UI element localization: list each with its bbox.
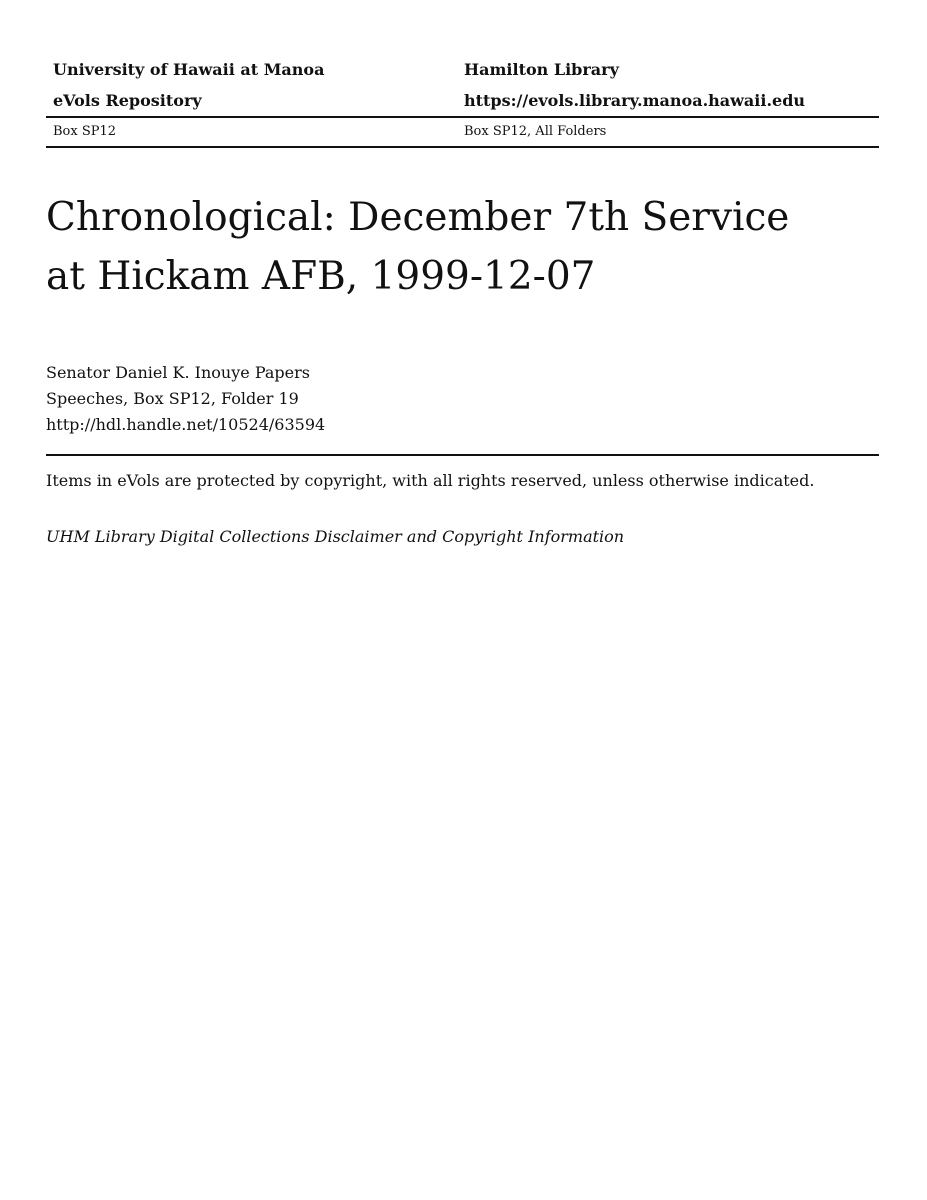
document-metadata (46, 360, 325, 438)
header-row-repository (46, 85, 879, 116)
folder-location: Speeches, Box SP12, Folder 19 (46, 389, 299, 408)
box-folders-label: Box SP12, All Folders (464, 124, 607, 139)
collection-name: Senator Daniel K. Inouye Papers (46, 363, 310, 382)
document-title (46, 188, 879, 306)
copyright-statement: Items in eVols are protected by copyright, with all rights reserved, unless otherwise indicated. (46, 471, 815, 490)
box-label: Box SP12 (53, 124, 117, 139)
handle-link[interactable]: http://hdl.handle.net/10524/63594 (46, 415, 326, 434)
title-line-1: Chronological: December 7th Service (46, 195, 790, 240)
metadata-divider (46, 454, 879, 456)
disclaimer-link[interactable]: UHM Library Digital Collections Disclaimer and Copyright Information (46, 527, 625, 546)
library-name: Hamilton Library (464, 60, 619, 79)
header-row-institution (46, 54, 879, 85)
title-line-2: at Hickam AFB, 1999-12-07 (46, 254, 596, 299)
repository-url-link[interactable]: https://evols.library.manoa.hawaii.edu (464, 91, 806, 110)
header-table (46, 54, 879, 148)
institution-name: University of Hawaii at Manoa (53, 60, 325, 79)
repository-name: eVols Repository (53, 91, 202, 110)
header-divider-bottom (46, 146, 879, 148)
header-row-box (46, 118, 879, 146)
